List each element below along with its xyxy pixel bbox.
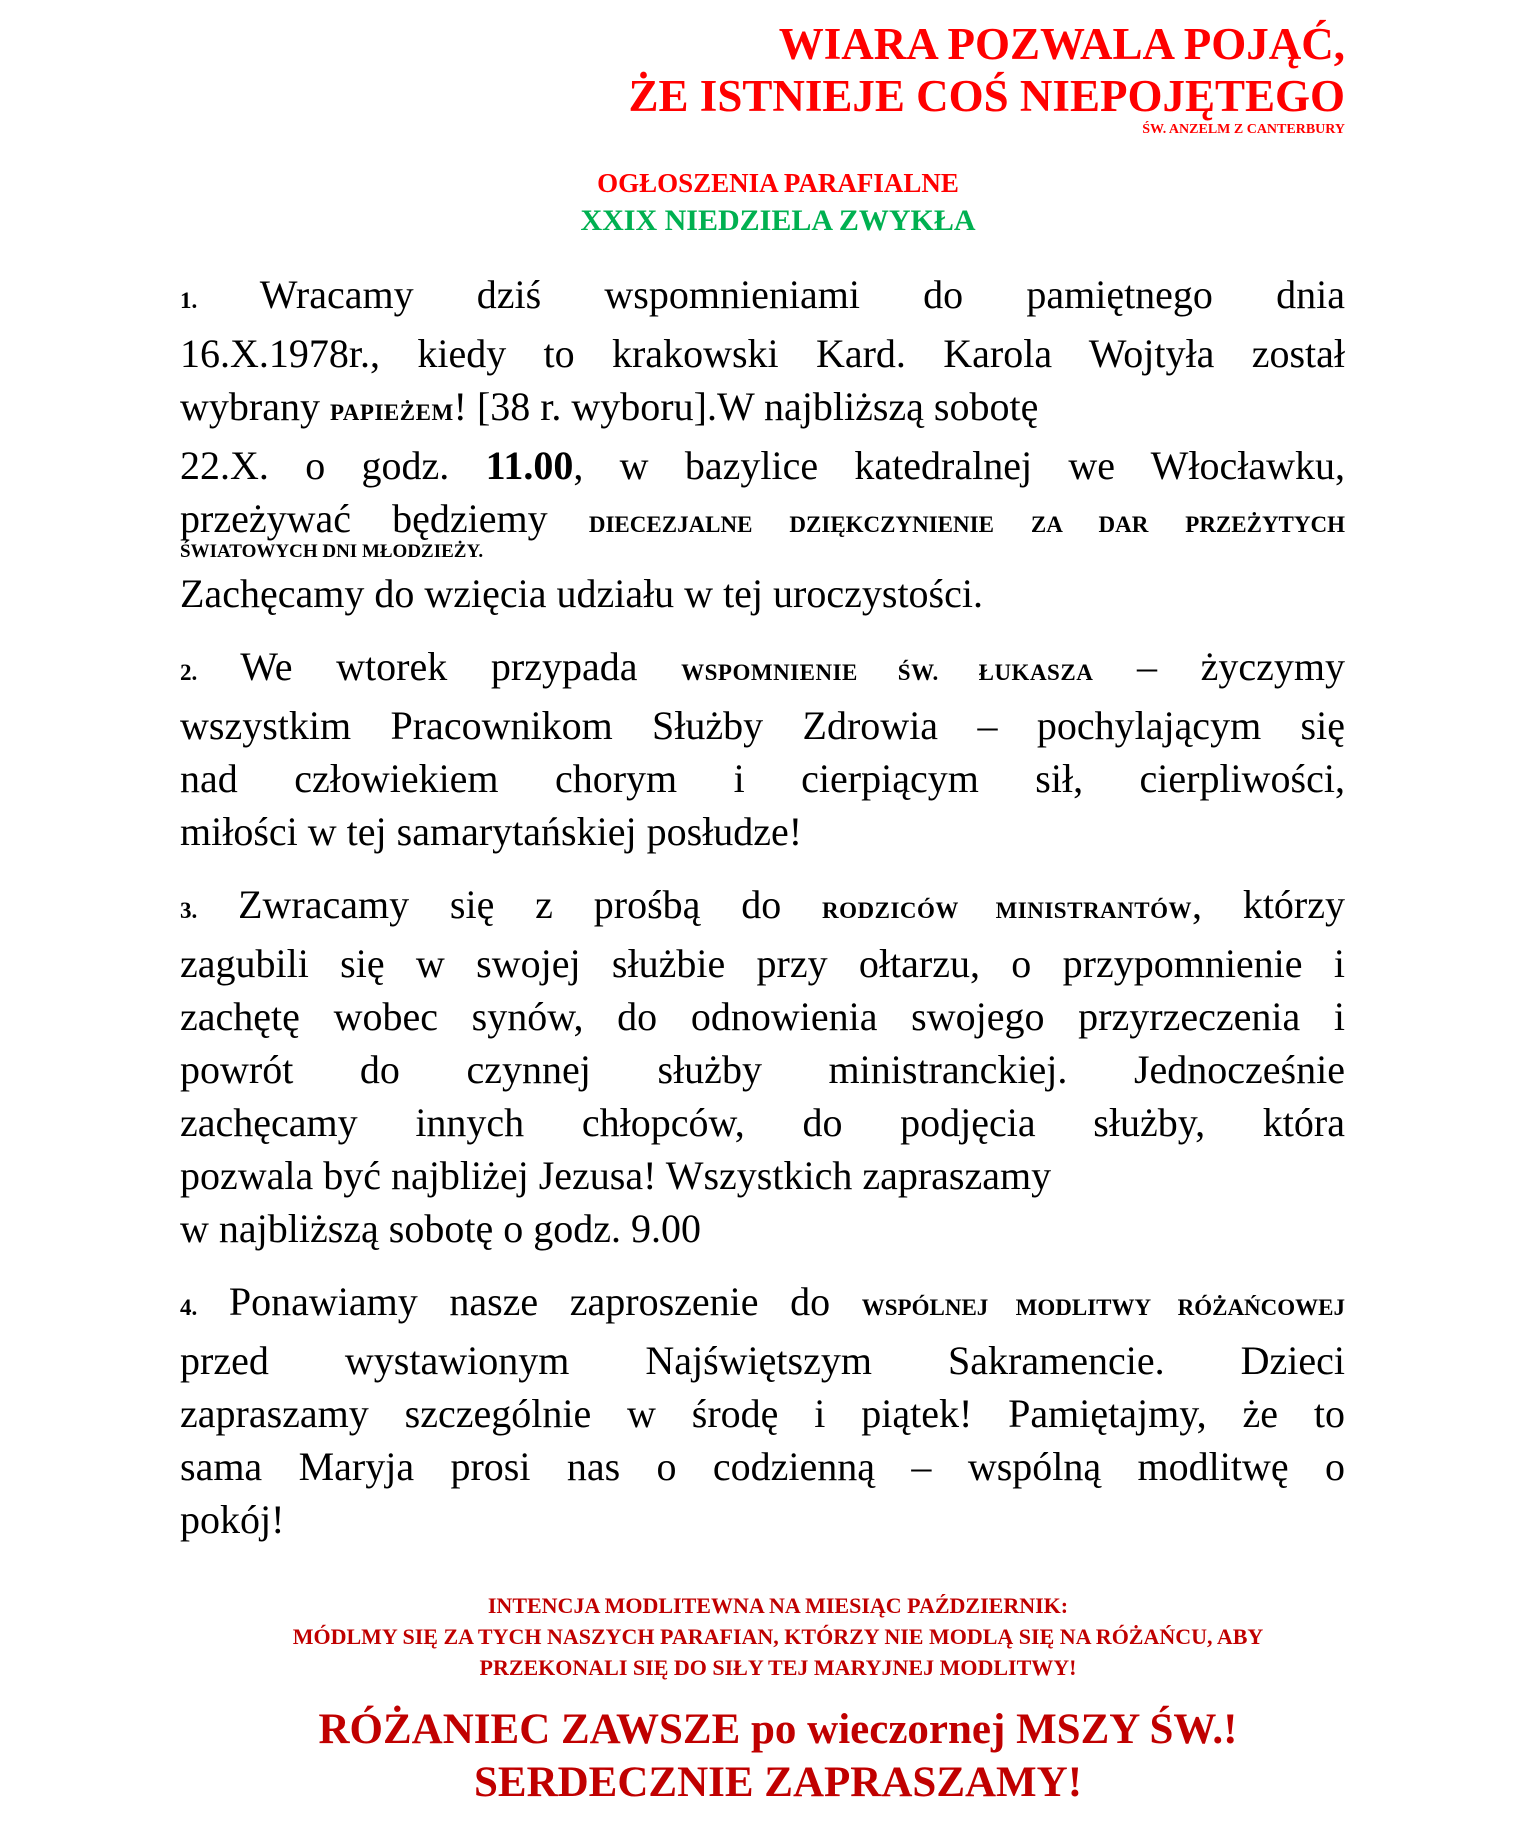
announcement-item — [180, 1275, 1345, 1546]
text-run: zagubili się w swojej służbie przy ołtarzu, o przypomnienie i — [180, 941, 1345, 986]
text-run: 22.X. o godz. — [180, 443, 486, 488]
text-line — [180, 752, 1345, 805]
item-number: 1. — [180, 288, 198, 313]
text-run: – życzymy — [1093, 644, 1345, 689]
text-run: Zwracamy się z prośbą do — [238, 882, 823, 927]
item-number: 3. — [180, 898, 198, 923]
motto-line-1: WIARA POZWALA POJĄĆ, — [778, 19, 1345, 69]
text-line — [180, 268, 1345, 327]
sunday-subtitle: XXIX NIEDZIELA ZWYKŁA — [580, 204, 976, 237]
motto-line-2: ŻE ISTNIEJE COŚ NIEPOJĘTEGO — [628, 71, 1345, 121]
text-line — [180, 1387, 1345, 1440]
text-run: Zachęcamy do wzięcia udziału w tej uroczystości. — [180, 571, 983, 616]
prayer-intention — [0, 1590, 1536, 1683]
motto-author: ŚW. ANZELM Z CANTERBURY — [1142, 122, 1345, 137]
closing-line-1: RÓŻANIEC ZAWSZE po wieczornej MSZY ŚW.! — [318, 1706, 1238, 1753]
text-run: miłości w tej samarytańskiej posłudze! — [180, 809, 803, 854]
text-run: przeżywać będziemy — [180, 496, 589, 541]
text-run: pozwala być najbliżej Jezusa! Wszystkich zapraszamy — [180, 1153, 1052, 1198]
text-run: zachęcamy innych chłopców, do podjęcia służby, która — [180, 1100, 1345, 1145]
bold-time: 11.00 — [485, 443, 574, 488]
closing-line-2: SERDECZNIE ZAPRASZAMY! — [473, 1759, 1083, 1806]
text-run: powrót do czynnej służby ministranckiej. Jednocześnie — [180, 1047, 1345, 1092]
text-line — [180, 805, 1345, 858]
small-caps-emphasis: DIECEZJALNE DZIĘKCZYNIENIE ZA DAR PRZEŻYTYCH — [588, 512, 1346, 537]
text-run: ! [38 r. wyboru].W najbliższą sobotę — [453, 384, 1039, 429]
text-line — [180, 1493, 1345, 1546]
text-line — [180, 699, 1345, 752]
text-run: wybrany — [180, 384, 330, 429]
announcements-list — [180, 268, 1345, 1546]
text-line — [180, 1440, 1345, 1493]
text-line — [180, 380, 1345, 439]
text-line — [180, 1043, 1345, 1096]
small-caps-emphasis: PAPIEŻEM — [329, 400, 454, 425]
text-run: sama Maryja prosi nas o codzienną – wspólną modlitwę o — [180, 1444, 1345, 1489]
text-run: w najbliższą sobotę o godz. 9.00 — [180, 1206, 701, 1251]
item-number: 2. — [180, 660, 198, 685]
text-line — [180, 1149, 1345, 1202]
closing-invitation — [0, 1703, 1536, 1809]
text-line — [180, 937, 1345, 990]
small-caps-emphasis: WSPOMNIENIE ŚW. ŁUKASZA — [681, 660, 1094, 685]
emphasis-continuation: ŚWIATOWYCH DNI MŁODZIEŻY. — [180, 541, 484, 562]
text-line — [180, 327, 1345, 380]
text-run: , którzy — [1192, 882, 1346, 927]
text-run: przed wystawionym Najświętszym Sakramencie. Dzieci — [180, 1338, 1345, 1383]
text-run: Ponawiamy nasze zaproszenie do — [228, 1279, 862, 1324]
text-line — [180, 640, 1345, 699]
intention-line-3: PRZEKONALI SIĘ DO SIŁY TEJ MARYJNEJ MODLITWY! — [479, 1655, 1077, 1680]
announcement-item — [180, 878, 1345, 1255]
intention-line-1: INTENCJA MODLITEWNA NA MIESIĄC PAŹDZIERNIK: — [487, 1593, 1069, 1618]
small-caps-emphasis: WSPÓLNEJ MODLITWY RÓŻAŃCOWEJ — [861, 1295, 1346, 1320]
text-run: wszystkim Pracownikom Służby Zdrowia – pochylającym się — [180, 703, 1345, 748]
text-run: pokój! — [180, 1497, 285, 1542]
motto-quote — [629, 18, 1345, 139]
text-line — [180, 1275, 1345, 1334]
text-line — [180, 1202, 1345, 1255]
page-title: OGŁOSZENIA PARAFIALNE — [597, 168, 959, 198]
text-line — [180, 439, 1345, 492]
text-run: Wracamy dziś wspomnieniami do pamiętnego dnia — [259, 272, 1346, 317]
text-run: nad człowiekiem chorym i cierpiącym sił, cierpliwości, — [180, 756, 1345, 801]
text-line — [180, 990, 1345, 1043]
text-run: zapraszamy szczególnie w środę i piątek! Pamiętajmy, że to — [180, 1391, 1345, 1436]
text-line — [180, 567, 1345, 620]
text-line — [180, 1096, 1345, 1149]
text-run: 16.X.1978r., kiedy to krakowski Kard. Karola Wojtyła został — [180, 331, 1345, 376]
announcement-item — [180, 268, 1345, 620]
text-run: zachętę wobec synów, do odnowienia swojego przyrzeczenia i — [180, 994, 1345, 1039]
text-line — [180, 1334, 1345, 1387]
intention-line-2: MÓDLMY SIĘ ZA TYCH NASZYCH PARAFIAN, KTÓRZY NIE MODLĄ SIĘ NA RÓŻAŃCU, ABY — [292, 1624, 1264, 1649]
text-line — [180, 878, 1345, 937]
text-run: We wtorek przypada — [240, 644, 682, 689]
announcement-item — [180, 640, 1345, 858]
text-run: , w bazylice katedralnej we Włocławku, — [573, 443, 1345, 488]
item-number: 4. — [180, 1295, 198, 1320]
small-caps-emphasis: RODZICÓW MINISTRANTÓW — [822, 898, 1192, 923]
